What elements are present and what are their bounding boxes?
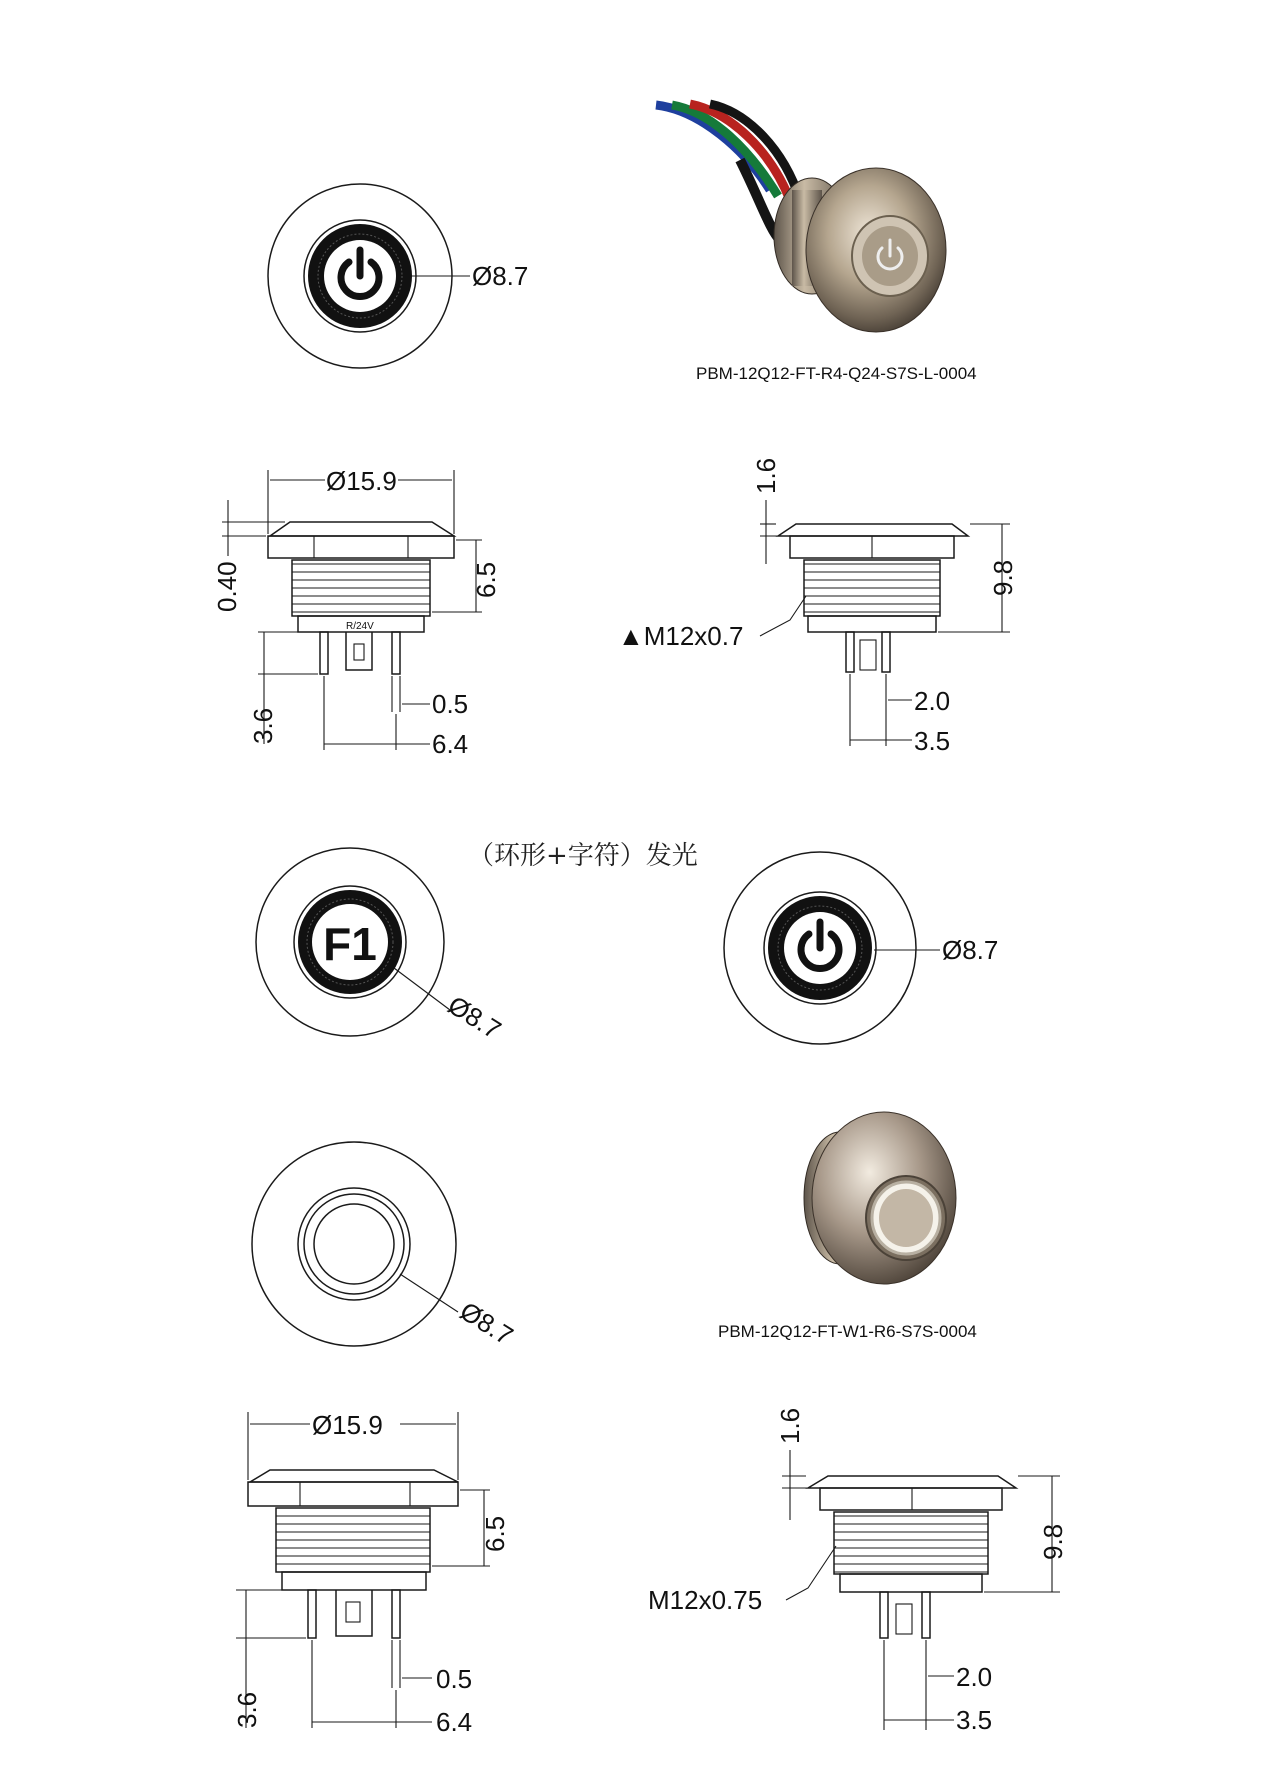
- pin-span: 3.5: [914, 726, 951, 756]
- side-view-right-bottom: [648, 1408, 1068, 1735]
- side-view-left-bottom: [232, 1410, 510, 1737]
- front-view-power-middle: [724, 852, 998, 1044]
- pin-gap: 2.0: [956, 1662, 993, 1692]
- pin-span: 3.5: [956, 1705, 993, 1735]
- total-height: 9.8: [1038, 1523, 1068, 1560]
- total-height: 9.8: [988, 559, 1018, 596]
- thread-height: 6.5: [471, 561, 501, 598]
- product-photo-wired: [656, 104, 946, 332]
- side-view-right-top: [618, 458, 1018, 756]
- diameter-label: Ø8.7: [442, 989, 507, 1045]
- product-caption: PBM-12Q12-FT-R4-Q24-S7S-L-0004: [696, 364, 977, 383]
- front-view-power-top: [268, 184, 528, 368]
- pin-length: 3.6: [248, 707, 278, 744]
- product-photo-ring: [804, 1112, 956, 1284]
- diameter-label: Ø8.7: [454, 1295, 519, 1351]
- pin-width: 0.5: [432, 689, 469, 719]
- front-view-ring: [252, 1142, 519, 1351]
- thread-label: M12x0.75: [648, 1585, 763, 1615]
- pin-width: 0.5: [436, 1664, 473, 1694]
- pin-gap: 2.0: [914, 686, 951, 716]
- thread-label: ▲M12x0.7: [618, 621, 744, 651]
- diameter-label: Ø8.7: [472, 261, 529, 291]
- body-diameter: Ø15.9: [312, 1410, 383, 1440]
- svg-text:R/24V: R/24V: [346, 621, 374, 632]
- side-view-left-top: [212, 466, 501, 759]
- pin-spacing: 6.4: [436, 1707, 473, 1737]
- pin-length: 3.6: [232, 1691, 262, 1728]
- pin-spacing: 6.4: [432, 729, 469, 759]
- thread-height: 6.5: [480, 1515, 510, 1552]
- middle-heading: （环形+字符）发光: [468, 841, 698, 871]
- diameter-label: Ø8.7: [942, 935, 999, 965]
- product-caption: PBM-12Q12-FT-W1-R6-S7S-0004: [718, 1322, 977, 1341]
- head-height: 1.6: [775, 1407, 805, 1444]
- f1-symbol: F1: [323, 918, 377, 970]
- body-diameter: Ø15.9: [326, 466, 397, 496]
- head-thickness: 0.40: [212, 561, 242, 612]
- head-height: 1.6: [751, 457, 781, 494]
- front-view-f1: [256, 848, 507, 1045]
